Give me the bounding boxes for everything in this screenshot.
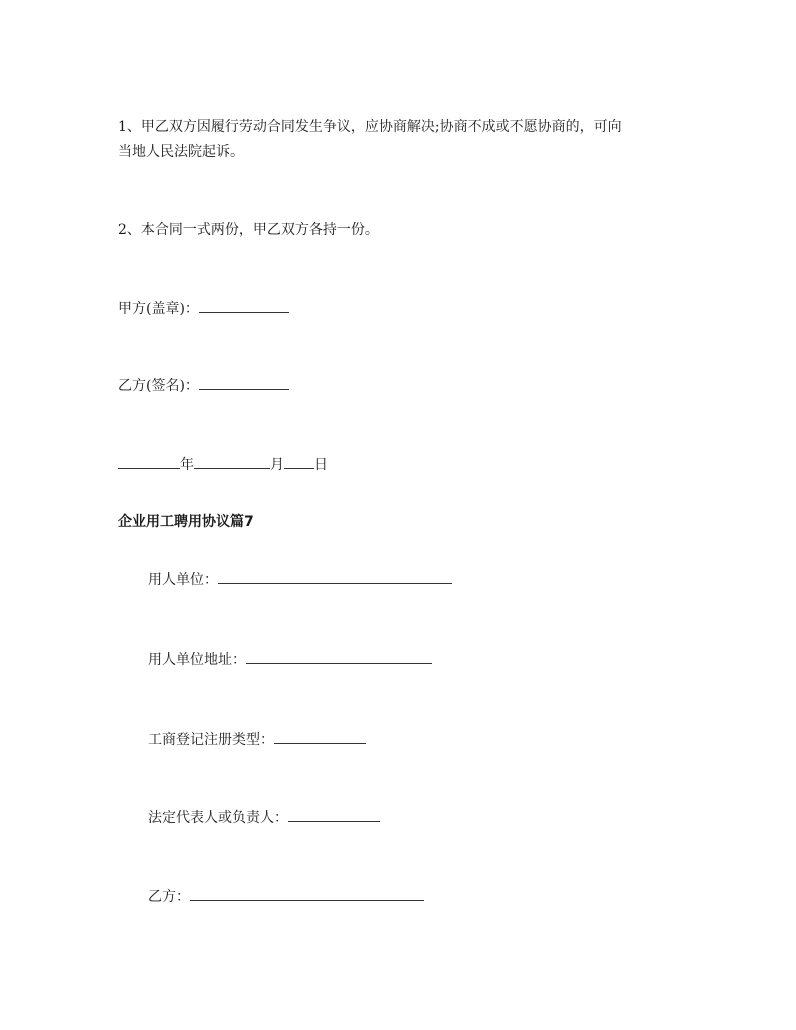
- registration-type-label: 工商登记注册类型：: [148, 732, 274, 748]
- section-title: 企业用工聘用协议篇7: [118, 514, 254, 530]
- month-blank: [194, 454, 270, 469]
- party-b-blank: [199, 375, 289, 390]
- legal-rep-line: [148, 806, 380, 830]
- registration-type-blank: [274, 729, 366, 744]
- year-label: 年: [180, 457, 194, 473]
- clause-1-line-1: 1、甲乙双方因履行劳动合同发生争议，应协商解决;协商不成或不愿协商的，可向: [118, 119, 622, 135]
- employer-unit-blank: [218, 569, 452, 584]
- party-b-signature-line: [118, 374, 289, 398]
- party-a-signature-line: [118, 297, 289, 321]
- legal-rep-blank: [288, 807, 380, 822]
- month-label: 月: [270, 457, 284, 473]
- employer-address-line: [148, 648, 432, 672]
- party-b-label: 乙方(签名)：: [118, 378, 199, 394]
- employer-unit-label: 用人单位：: [148, 572, 218, 588]
- employer-unit-line: [148, 568, 452, 592]
- party-a-label: 甲方(盖章)：: [118, 301, 199, 317]
- party-b-info-blank: [190, 886, 424, 901]
- employer-address-blank: [246, 649, 432, 664]
- clause-2: 2、本合同一式两份，甲乙双方各持一份。: [118, 222, 379, 238]
- date-line: [118, 453, 328, 477]
- employer-address-label: 用人单位地址：: [148, 652, 246, 668]
- day-blank: [284, 454, 314, 469]
- party-a-blank: [199, 298, 289, 313]
- party-b-info-label: 乙方：: [148, 889, 190, 905]
- day-label: 日: [314, 457, 328, 473]
- year-blank: [118, 454, 180, 469]
- legal-rep-label: 法定代表人或负责人：: [148, 810, 288, 826]
- clause-1-line-2: 当地人民法院起诉。: [118, 144, 244, 160]
- registration-type-line: [148, 728, 366, 752]
- party-b-info-line: [148, 885, 424, 909]
